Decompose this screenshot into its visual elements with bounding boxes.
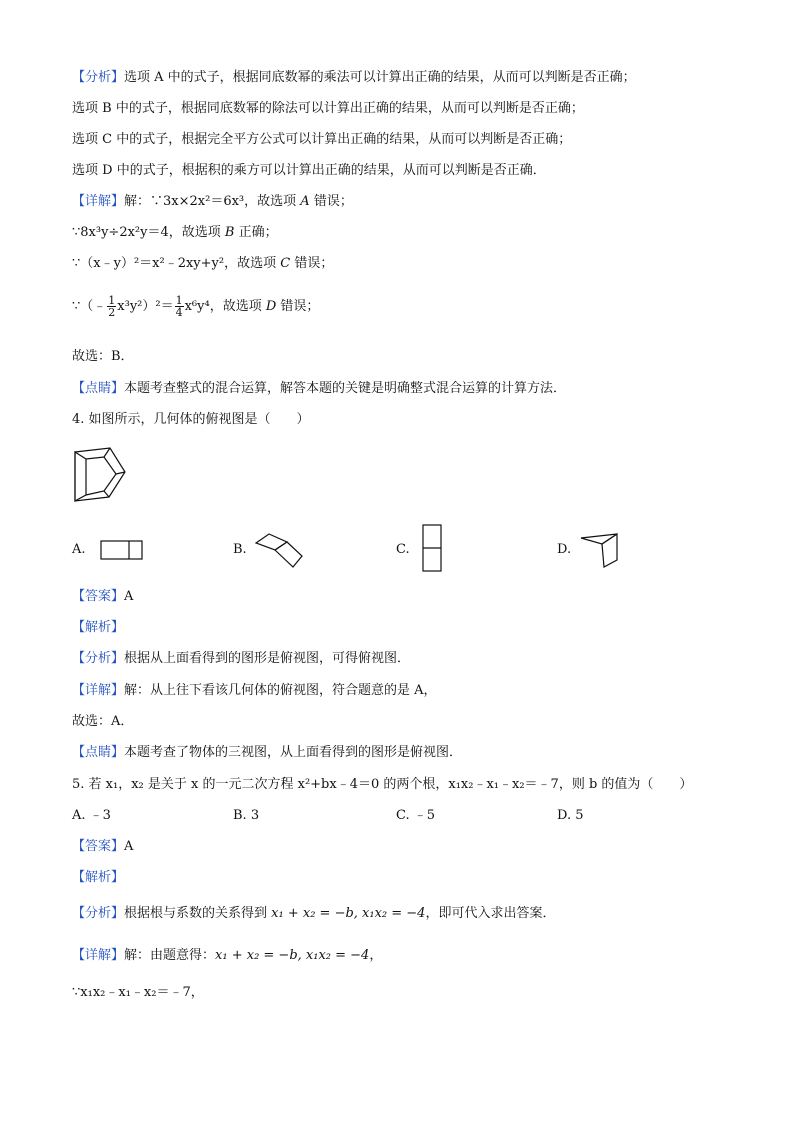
- answer-value: A: [124, 839, 134, 854]
- detail-text: ∵（x﹣y）²＝x²﹣2xy+y²，故选项: [72, 256, 277, 271]
- detail-text: 正确；: [238, 225, 278, 240]
- option-a: A. ﹣3: [72, 808, 111, 823]
- analysis-text: 根据从上面看得到的图形是俯视图，可得俯视图．: [124, 651, 411, 666]
- comment-text: 本题考查了物体的三视图，从上面看得到的图形是俯视图．: [124, 745, 463, 760]
- option-d-figure: [580, 532, 622, 570]
- analysis-line: [72, 68, 636, 88]
- answer-line: [72, 837, 133, 857]
- option-d-label: D.: [557, 542, 572, 557]
- fraction: [107, 295, 116, 318]
- fraction-denominator: 4: [175, 306, 183, 319]
- detail-text: ，: [369, 948, 383, 963]
- detail-text: 解：∵3x×2x²＝6x³，故选项: [124, 194, 297, 209]
- explain-tag-text: 【解析】: [72, 870, 125, 885]
- comment-line: [72, 743, 462, 763]
- option-c-label: C.: [396, 542, 410, 557]
- explain-tag: [72, 868, 124, 888]
- option-letter: D: [265, 299, 277, 314]
- fraction-denominator: 2: [108, 306, 116, 319]
- analysis-text: 选项 C 中的式子，根据完全平方公式可以计算出正确的结果，从而可以判断是否正确；: [72, 132, 572, 147]
- explain-tag: [72, 618, 124, 638]
- fraction-numerator: 1: [175, 294, 183, 307]
- formula: x₁ + x₂ = −b, x₁x₂ = −4: [215, 948, 370, 963]
- detail-line: [72, 946, 382, 966]
- detail-text: ∵8x³y÷2x²y＝4，故选项: [72, 225, 221, 240]
- analysis-tag: 【分析】: [72, 906, 125, 921]
- detail-text: 错误；: [313, 194, 353, 209]
- analysis-text: ，即可代入求出答案．: [425, 906, 556, 921]
- comment-text: 本题考查整式的混合运算，解答本题的关键是明确整式混合运算的计算方法．: [124, 381, 567, 396]
- analysis-text: 选项 B 中的式子，根据同底数幂的除法可以计算出正确的结果，从而可以判断是否正确；: [72, 101, 584, 116]
- fraction: [175, 295, 184, 318]
- detail-line: [72, 223, 278, 243]
- option-b: B. 3: [233, 808, 260, 823]
- option-a-label: A.: [72, 542, 86, 557]
- answer-line: [72, 587, 133, 607]
- detail-tag: 【详解】: [72, 683, 125, 698]
- option-letter: B: [224, 225, 235, 240]
- option-c-figure: [422, 524, 444, 574]
- option-letter: C: [280, 256, 291, 271]
- answer-tag: 【答案】: [72, 839, 125, 854]
- option-letter: A: [300, 194, 310, 209]
- detail-line: [72, 295, 319, 318]
- detail-text: ∵（﹣: [72, 299, 107, 314]
- option-d: D. 5: [557, 808, 584, 823]
- choice-text: 故选：B．: [72, 349, 134, 364]
- answer-value: A: [124, 589, 134, 604]
- option-b-label: B.: [233, 542, 247, 557]
- analysis-tag: 【分析】: [72, 651, 125, 666]
- option-a-figure: [100, 540, 146, 562]
- solid-figure: [72, 445, 132, 507]
- detail-text: 解：从上往下看该几何体的俯视图，符合题意的是 A，: [124, 683, 437, 698]
- detail-line: [72, 254, 333, 274]
- detail-tag: 【详解】: [72, 194, 125, 209]
- comment-line: [72, 379, 566, 399]
- answer-tag: 【答案】: [72, 589, 125, 604]
- choice-text: 故选：A．: [72, 714, 134, 729]
- comment-tag: 【点睛】: [72, 381, 125, 396]
- detail-text: x⁶y⁴，故选项: [184, 299, 262, 314]
- analysis-text: 选项 D 中的式子，根据积的乘方可以计算出正确的结果，从而可以判断是否正确．: [72, 163, 546, 178]
- detail-text: x³y²）²＝: [117, 299, 174, 314]
- detail-text: 错误；: [280, 299, 320, 314]
- question-5: 5. 若 x₁，x₂ 是关于 x 的一元二次方程 x²+bx﹣4＝0 的两个根，x₁x₂﹣x₁﹣x₂＝﹣7，则 b 的值为（ ）: [72, 777, 693, 792]
- question-4: 4. 如图所示，几何体的俯视图是（ ）: [72, 412, 310, 427]
- analysis-text: 选项 A 中的式子，根据同底数幂的乘法可以计算出正确的结果，从而可以判断是否正确；: [124, 70, 636, 85]
- detail-text: 解：由题意得：: [124, 948, 216, 963]
- explain-tag-text: 【解析】: [72, 620, 125, 635]
- analysis-tag: 【分析】: [72, 70, 125, 85]
- detail-text: 错误；: [294, 256, 334, 271]
- analysis-line: [72, 904, 555, 924]
- fraction-numerator: 1: [108, 294, 116, 307]
- analysis-line: [72, 649, 410, 669]
- option-c: C. ﹣5: [396, 808, 436, 823]
- analysis-text: 根据根与系数的关系得到: [124, 906, 268, 921]
- detail-tag: 【详解】: [72, 948, 125, 963]
- detail-line: [72, 192, 353, 212]
- detail-text: ∵x₁x₂﹣x₁﹣x₂＝﹣7，: [72, 985, 204, 1000]
- detail-line: [72, 681, 437, 701]
- comment-tag: 【点睛】: [72, 745, 125, 760]
- option-b-figure: [255, 532, 307, 570]
- formula: x₁ + x₂ = −b, x₁x₂ = −4: [271, 906, 426, 921]
